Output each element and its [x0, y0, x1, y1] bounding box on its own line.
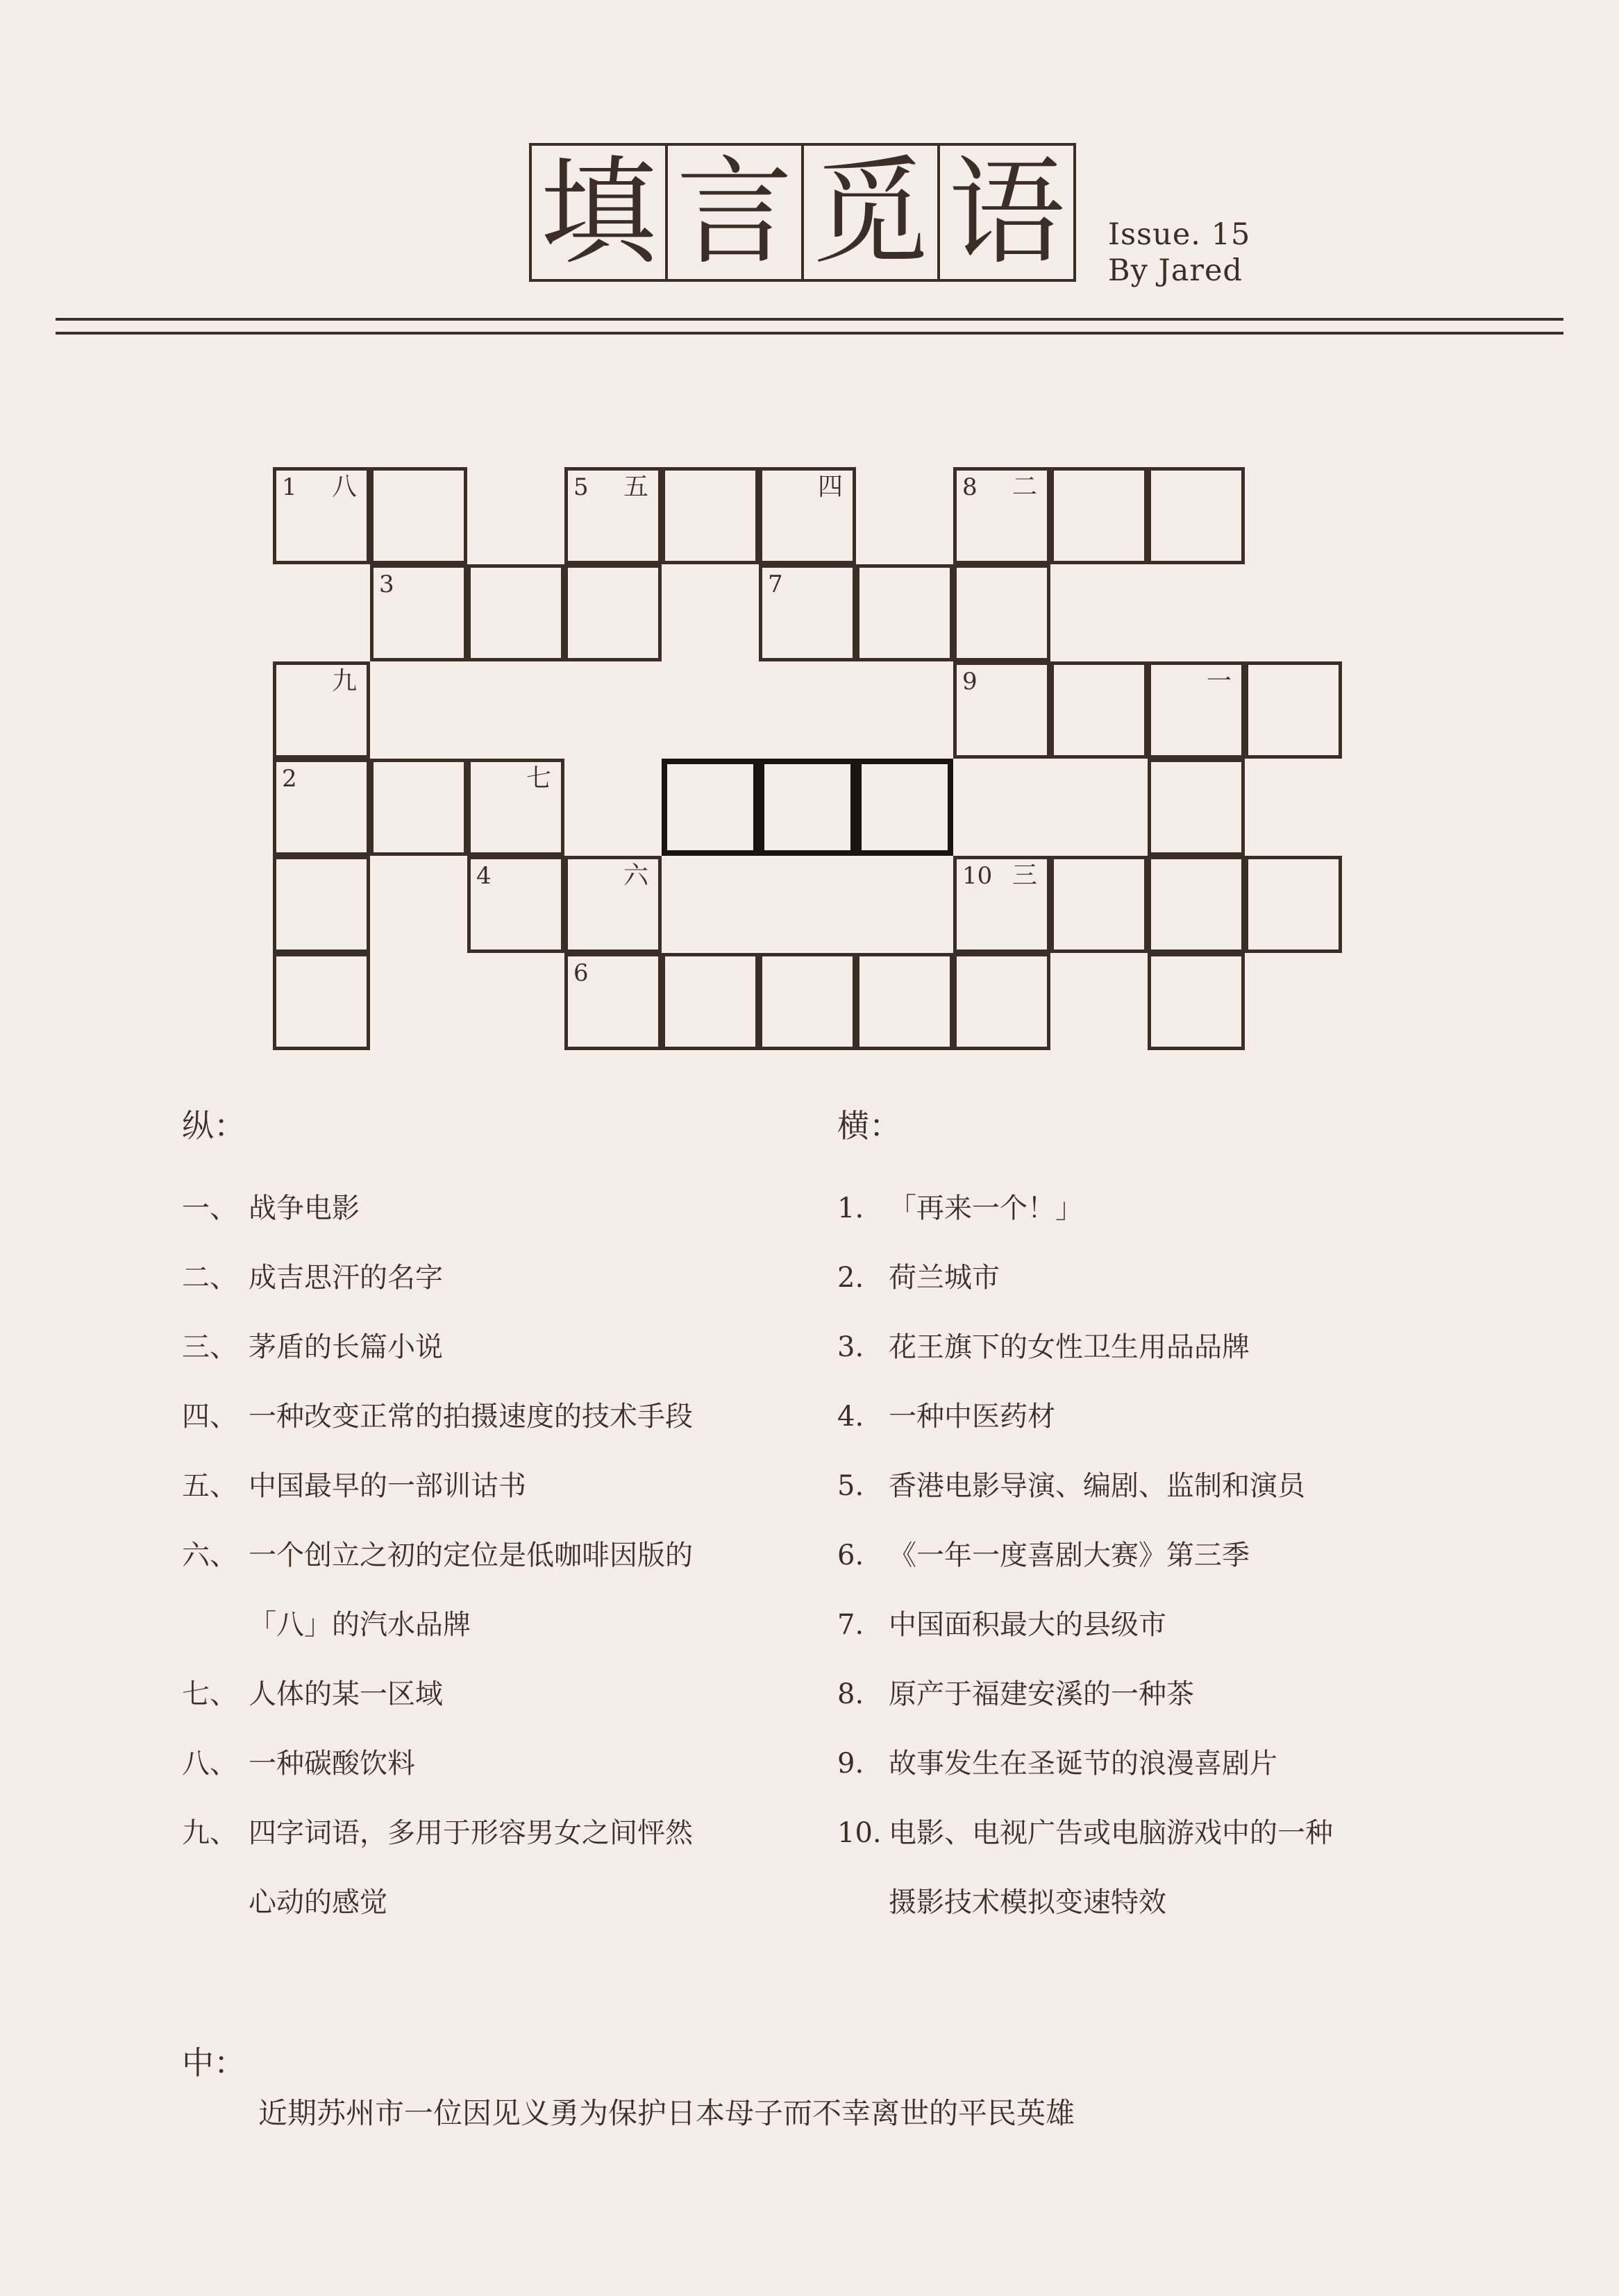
down-number: 三: [1012, 861, 1037, 890]
across-number: 9: [962, 668, 978, 695]
clue-text: 「再来一个！」: [889, 1192, 1083, 1224]
grid-cell[interactable]: [662, 467, 759, 564]
grid-cell[interactable]: [564, 564, 662, 661]
clue-text: 《一年一度喜剧大赛》第三季: [889, 1539, 1250, 1571]
grid-cell[interactable]: [1148, 661, 1245, 759]
across-number: 5: [573, 473, 589, 501]
clue-text: 花王旗下的女性卫生用品品牌: [889, 1331, 1250, 1363]
grid-cell[interactable]: [370, 759, 467, 856]
down-label: 纵：: [182, 1107, 246, 1145]
grid-cell[interactable]: [759, 564, 856, 661]
grid-cell[interactable]: [1245, 856, 1342, 953]
grid-cell[interactable]: [1050, 467, 1148, 564]
grid-cell[interactable]: [467, 856, 564, 953]
grid-cell[interactable]: [759, 953, 856, 1050]
grid-cell[interactable]: [856, 953, 953, 1050]
grid-cell[interactable]: [370, 467, 467, 564]
clue-index: 3.: [837, 1331, 864, 1363]
title-char: 言: [665, 143, 804, 282]
clue-index: 6.: [837, 1539, 864, 1571]
grid-cell[interactable]: [564, 953, 662, 1050]
clue-text: 中国最早的一部训诂书: [249, 1470, 526, 1502]
clue-text: 原产于福建安溪的一种茶: [889, 1678, 1194, 1710]
clue-text: 香港电影导演、编剧、监制和演员: [889, 1470, 1305, 1502]
across-number: 7: [768, 571, 783, 598]
grid-cell[interactable]: [759, 759, 856, 856]
clue-index: 四、: [182, 1401, 237, 1433]
middle-label: 中：: [182, 2044, 246, 2082]
grid-cell[interactable]: [273, 661, 370, 759]
grid-cell[interactable]: [953, 467, 1050, 564]
clue-index: 二、: [182, 1262, 237, 1294]
across-number: 8: [962, 473, 978, 501]
clue-text: 中国面积最大的县级市: [889, 1609, 1166, 1641]
clue-index: 六、: [182, 1539, 237, 1571]
grid-cell[interactable]: [759, 467, 856, 564]
grid-cell[interactable]: [564, 467, 662, 564]
author: By Jared: [1108, 253, 1243, 288]
clue-text: 心动的感觉: [249, 1886, 387, 1918]
grid-cell[interactable]: [953, 564, 1050, 661]
across-label: 横：: [837, 1107, 901, 1145]
clue-index: 7.: [837, 1609, 864, 1641]
grid-cell[interactable]: [953, 661, 1050, 759]
grid-cell[interactable]: [953, 953, 1050, 1050]
clue-text: 成吉思汗的名字: [249, 1262, 443, 1294]
clue-text: 一种中医药材: [889, 1401, 1055, 1433]
grid-cell[interactable]: [1148, 759, 1245, 856]
clue-index: 九、: [182, 1817, 237, 1849]
clue-text: 茅盾的长篇小说: [249, 1331, 443, 1363]
clue-text: 「八」的汽水品牌: [249, 1609, 471, 1641]
grid-cell[interactable]: [273, 856, 370, 953]
title-char: 觅: [801, 143, 940, 282]
across-number: 10: [962, 862, 993, 890]
across-number: 3: [379, 571, 394, 598]
down-number: 九: [331, 667, 357, 695]
down-number: 二: [1012, 473, 1037, 501]
clue-index: 七、: [182, 1678, 237, 1710]
clue-text: 一种碳酸饮料: [249, 1748, 415, 1780]
across-number: 6: [573, 959, 589, 987]
clue-text: 摄影技术模拟变速特效: [889, 1886, 1166, 1918]
grid-cell[interactable]: [856, 564, 953, 661]
grid-cell[interactable]: [1050, 661, 1148, 759]
down-number: 七: [526, 764, 551, 793]
down-number: 八: [331, 473, 357, 501]
crossword-grid: [0, 0, 1619, 1069]
grid-cell[interactable]: [1148, 467, 1245, 564]
clue-index: 10.: [837, 1817, 882, 1849]
clue-index: 1.: [837, 1192, 864, 1224]
across-number: 1: [282, 473, 297, 501]
title-char: 语: [937, 143, 1076, 282]
across-number: 4: [476, 862, 492, 890]
clue-index: 2.: [837, 1262, 864, 1294]
grid-cell[interactable]: [1148, 856, 1245, 953]
issue-number: Issue. 15: [1108, 217, 1251, 252]
grid-cell[interactable]: [273, 467, 370, 564]
clue-index: 5.: [837, 1470, 864, 1502]
grid-cell[interactable]: [370, 564, 467, 661]
grid-cell[interactable]: [1245, 661, 1342, 759]
grid-cell[interactable]: [467, 564, 564, 661]
grid-cell[interactable]: [564, 856, 662, 953]
down-number: 一: [1206, 667, 1232, 695]
clue-text: 一种改变正常的拍摄速度的技术手段: [249, 1401, 693, 1433]
grid-cell[interactable]: [467, 759, 564, 856]
clue-index: 八、: [182, 1748, 237, 1780]
clue-text: 战争电影: [249, 1192, 360, 1224]
down-number: 六: [623, 861, 648, 890]
clue-text: 一个创立之初的定位是低咖啡因版的: [249, 1539, 693, 1571]
clue-index: 9.: [837, 1748, 864, 1780]
clue-text: 四字词语，多用于形容男女之间怦然: [249, 1817, 693, 1849]
grid-cell[interactable]: [1050, 856, 1148, 953]
grid-cell[interactable]: [662, 953, 759, 1050]
across-number: 2: [282, 765, 297, 793]
grid-cell[interactable]: [953, 856, 1050, 953]
middle-clue: 近期苏州市一位因见义勇为保护日本母子而不幸离世的平民英雄: [258, 2096, 1075, 2130]
grid-cell[interactable]: [1148, 953, 1245, 1050]
grid-cell[interactable]: [662, 759, 759, 856]
clue-index: 8.: [837, 1678, 864, 1710]
clue-index: 4.: [837, 1401, 864, 1433]
clue-index: 五、: [182, 1470, 237, 1502]
title-char: 填: [529, 143, 668, 282]
clue-index: 三、: [182, 1331, 237, 1363]
down-number: 五: [623, 473, 648, 501]
clue-text: 人体的某一区域: [249, 1678, 443, 1710]
clue-index: 一、: [182, 1192, 237, 1224]
down-number: 四: [817, 473, 843, 501]
clue-text: 故事发生在圣诞节的浪漫喜剧片: [889, 1748, 1277, 1780]
grid-cell[interactable]: [273, 759, 370, 856]
clue-text: 电影、电视广告或电脑游戏中的一种: [889, 1817, 1333, 1849]
grid-cell[interactable]: [856, 759, 953, 856]
grid-cell[interactable]: [273, 953, 370, 1050]
clue-text: 荷兰城市: [889, 1262, 1000, 1294]
